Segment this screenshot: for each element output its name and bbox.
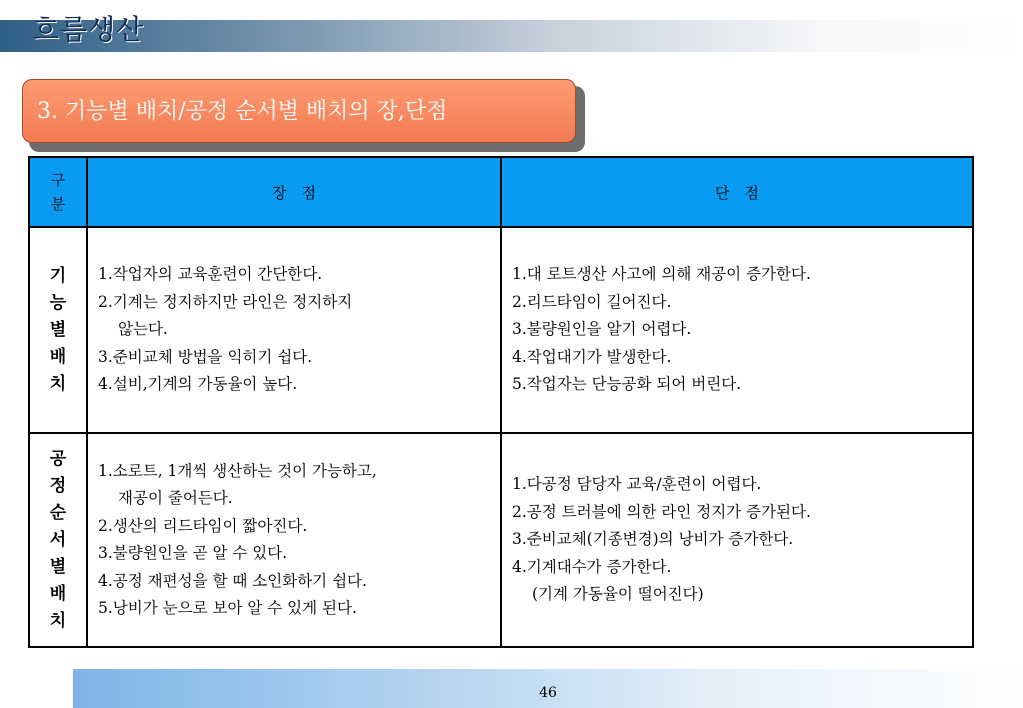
list-item: 않는다.	[118, 320, 168, 339]
list-item: 4.공정 재편성을 할 때 소인화하기 쉽다.	[98, 571, 367, 590]
table-row	[29, 227, 973, 433]
category-char: 순	[49, 502, 67, 523]
list-item: 3.불량원인을 곧 알 수 있다.	[98, 544, 288, 562]
list-item: 3.준비교체 방법을 익히기 쉽다.	[98, 347, 313, 366]
category-char: 정	[49, 475, 67, 496]
table-header-row	[29, 157, 973, 227]
list-item: 4.기계대수가 증가한다.	[512, 557, 672, 576]
page-number: 46	[539, 685, 557, 701]
table-row	[29, 433, 973, 647]
list-item: 1.작업자의 교육훈련이 간단한다.	[98, 265, 323, 284]
category-char: 서	[49, 529, 67, 550]
list-item: 2.리드타임이 길어진다.	[512, 292, 672, 311]
category-char: 공	[49, 448, 67, 469]
category-char: 별	[49, 319, 67, 340]
category-char: 치	[49, 610, 67, 631]
row-category	[29, 433, 87, 647]
list-item: 4.설비,기계의 가동율이 높다.	[98, 375, 298, 394]
list-item: 2.생산의 리드타임이 짧아진다.	[98, 516, 308, 535]
header-category	[29, 157, 87, 227]
list-item: (기계 가동율이 떨어진다)	[532, 585, 704, 604]
list-item: 재공이 줄어든다.	[118, 489, 233, 507]
comparison-table	[28, 156, 974, 648]
header-category-char: 분	[50, 195, 66, 213]
cons-cell	[501, 433, 973, 647]
pros-cell	[87, 227, 501, 433]
list-item: 5.작업자는 단능공화 되어 버린다.	[512, 375, 742, 394]
list-item: 3.불량원인을 알기 어렵다.	[512, 320, 692, 339]
list-item: 1.소로트, 1개씩 생산하는 것이 가능하고,	[98, 461, 377, 480]
category-char: 배	[49, 583, 67, 604]
page-title: 흐름생산	[32, 13, 145, 46]
category-char: 배	[49, 346, 67, 367]
list-item: 5.낭비가 눈으로 보아 알 수 있게 된다.	[98, 599, 357, 617]
category-char: 기	[49, 265, 67, 286]
list-item: 1.다공정 담당자 교육/훈련이 어렵다.	[512, 475, 762, 494]
header-cons: 단 점	[501, 157, 973, 227]
list-item: 2.기계는 정지하지만 라인은 정지하지	[98, 292, 353, 311]
list-item: 4.작업대기가 발생한다.	[512, 347, 672, 366]
list-item: 2.공정 트러블에 의한 라인 정지가 증가된다.	[512, 502, 811, 521]
header-pros: 장 점	[87, 157, 501, 227]
category-char: 치	[49, 373, 67, 394]
header-category-char: 구	[50, 171, 66, 189]
row-category	[29, 227, 87, 433]
section-title-box	[22, 79, 576, 143]
category-char: 능	[49, 292, 67, 313]
header-band	[0, 20, 1023, 52]
pros-cell	[87, 433, 501, 647]
list-item: 3.준비교체(기종변경)의 낭비가 증가한다.	[512, 530, 794, 549]
list-item: 1.대 로트생산 사고에 의해 재공이 증가한다.	[512, 265, 811, 284]
category-char: 별	[49, 556, 67, 577]
cons-cell	[501, 227, 973, 433]
footer-bar	[73, 669, 1023, 708]
section-title: 3. 기능별 배치/공정 순서별 배치의 장,단점	[37, 99, 448, 124]
